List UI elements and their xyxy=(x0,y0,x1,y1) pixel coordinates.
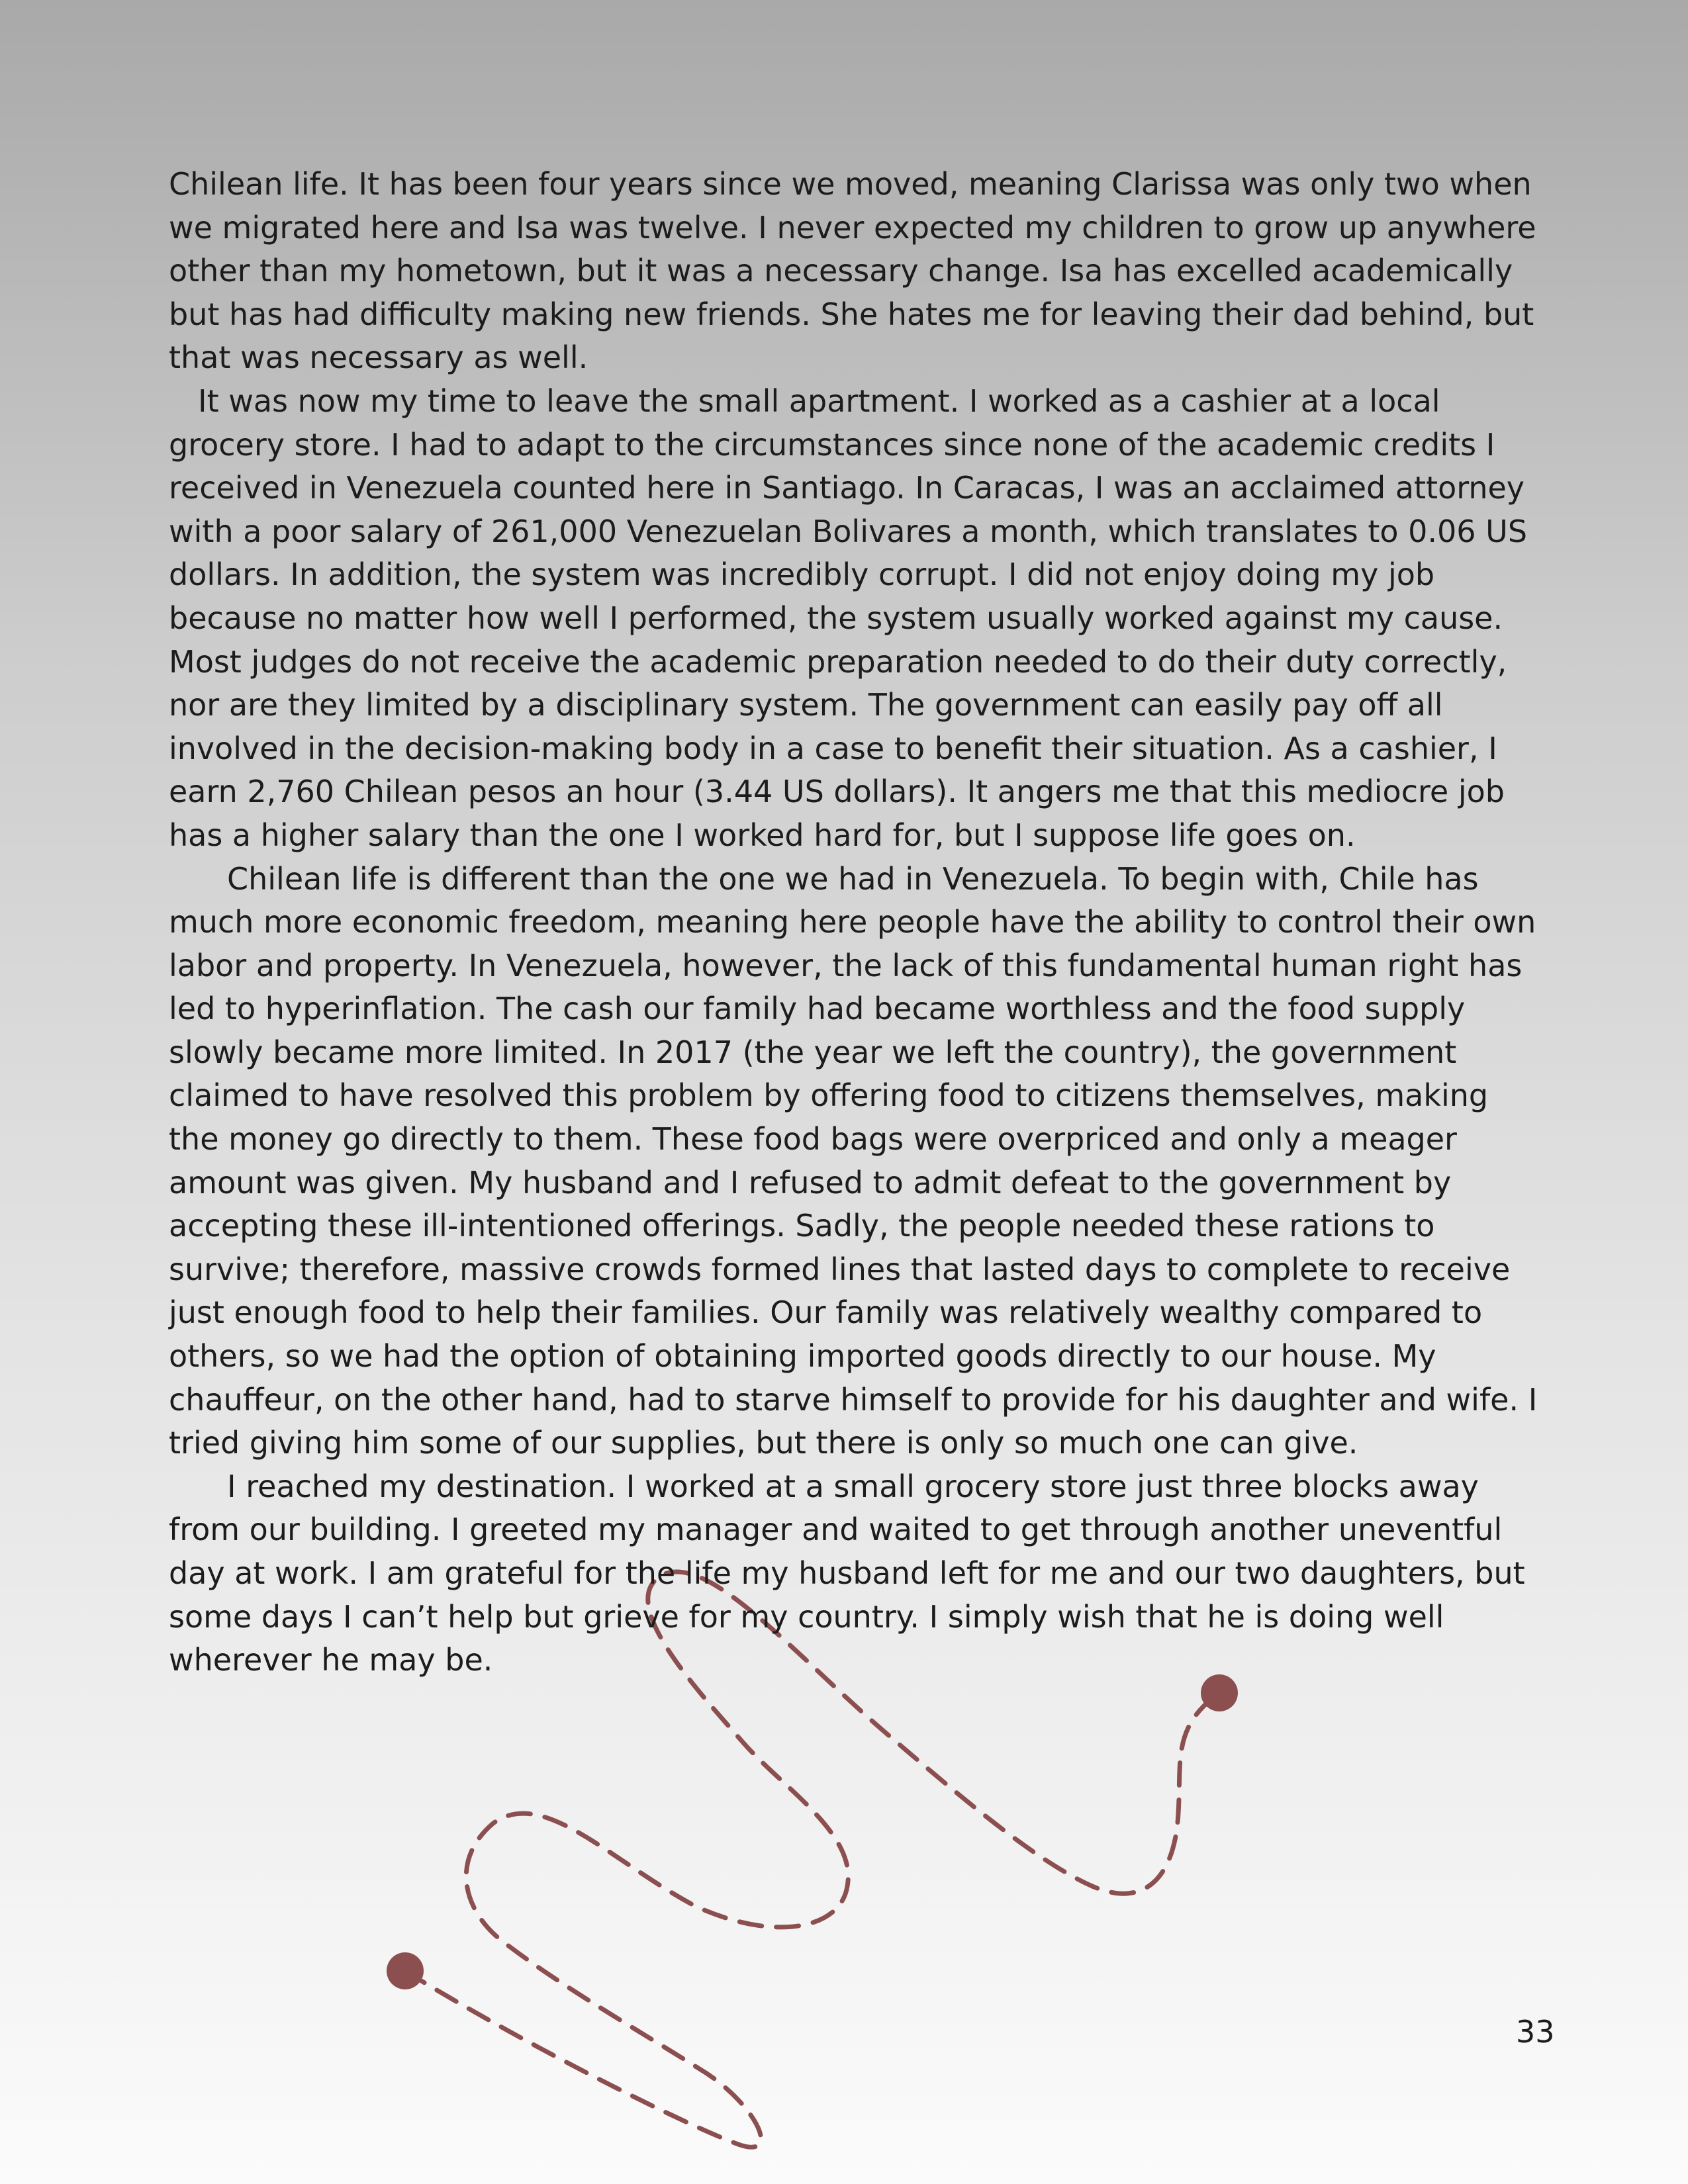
story-body xyxy=(169,163,1546,1682)
page-number: 33 xyxy=(1516,2014,1555,2050)
paragraph-1: Chilean life. It has been four years since we moved, meaning Clarissa was only two when we migrated here and Isa was twelve. I never expected my children to grow up anywhere other than my hometown, but it was a necessary change. Isa has excelled academically but has had difficulty making new friends. She hates me for leaving their dad behind, but that was necessary as well. xyxy=(169,166,1536,376)
paragraph-2: It was now my time to leave the small apartment. I worked as a cashier at a local grocery store. I had to adapt to the circumstances since none of the academic credits I received in Venezuela counted here in Santiago. In Caracas, I was an acclaimed attorney with a poor salary of 261,000 Venezuelan Bolivares a month, which translates to 0.06 US dollars. In addition, the system was incredibly corrupt. I did not enjoy doing my job because no matter how well I performed, the system usually worked against my cause. Most judges do not receive the academic preparation needed to do their duty correctly, nor are they limited by a disciplinary system. The government can easily pay off all involved in the decision-making body in a case to benefit their situation. As a cashier, I earn 2,760 Chilean pesos an hour (3.44 US dollars). It angers me that this mediocre job has a higher salary than the one I worked hard for, but I suppose life goes on. xyxy=(169,383,1528,853)
paragraph-3: Chilean life is different than the one we had in Venezuela. To begin with, Chile has much more economic freedom, meaning here people have the ability to control their own labor and property. In Venezuela, however, the lack of this fundamental human right has led to hyperinflation. The cash our family had became worthless and the food supply slowly became more limited. In 2017 (the year we left the country), the government claimed to have resolved this problem by offering food to citizens themselves, making the money go directly to them. These food bags were overpriced and only a meager amount was given. My husband and I refused to admit defeat to the government by accepting these ill-intentioned offerings. Sadly, the people needed these rations to survive; therefore, massive crowds formed lines that lasted days to complete to receive just enough food to help their families. Our family was relatively wealthy compared to others, so we had the option of obtaining imported goods directly to our house. My chauffeur, on the other hand, had to starve himself to provide for his daughter and wife. I tried giving him some of our supplies, but there is only so much one can give. xyxy=(169,860,1538,1461)
paragraph-4: I reached my destination. I worked at a small grocery store just three blocks away from our building. I greeted my manager and waited to get through another uneventful day at work. I am grateful for the life my husband left for me and our two daughters, but some days I can’t help but grieve for my country. I simply wish that he is doing well wherever he may be. xyxy=(169,1468,1525,1678)
path-start-dot xyxy=(387,1952,424,1989)
